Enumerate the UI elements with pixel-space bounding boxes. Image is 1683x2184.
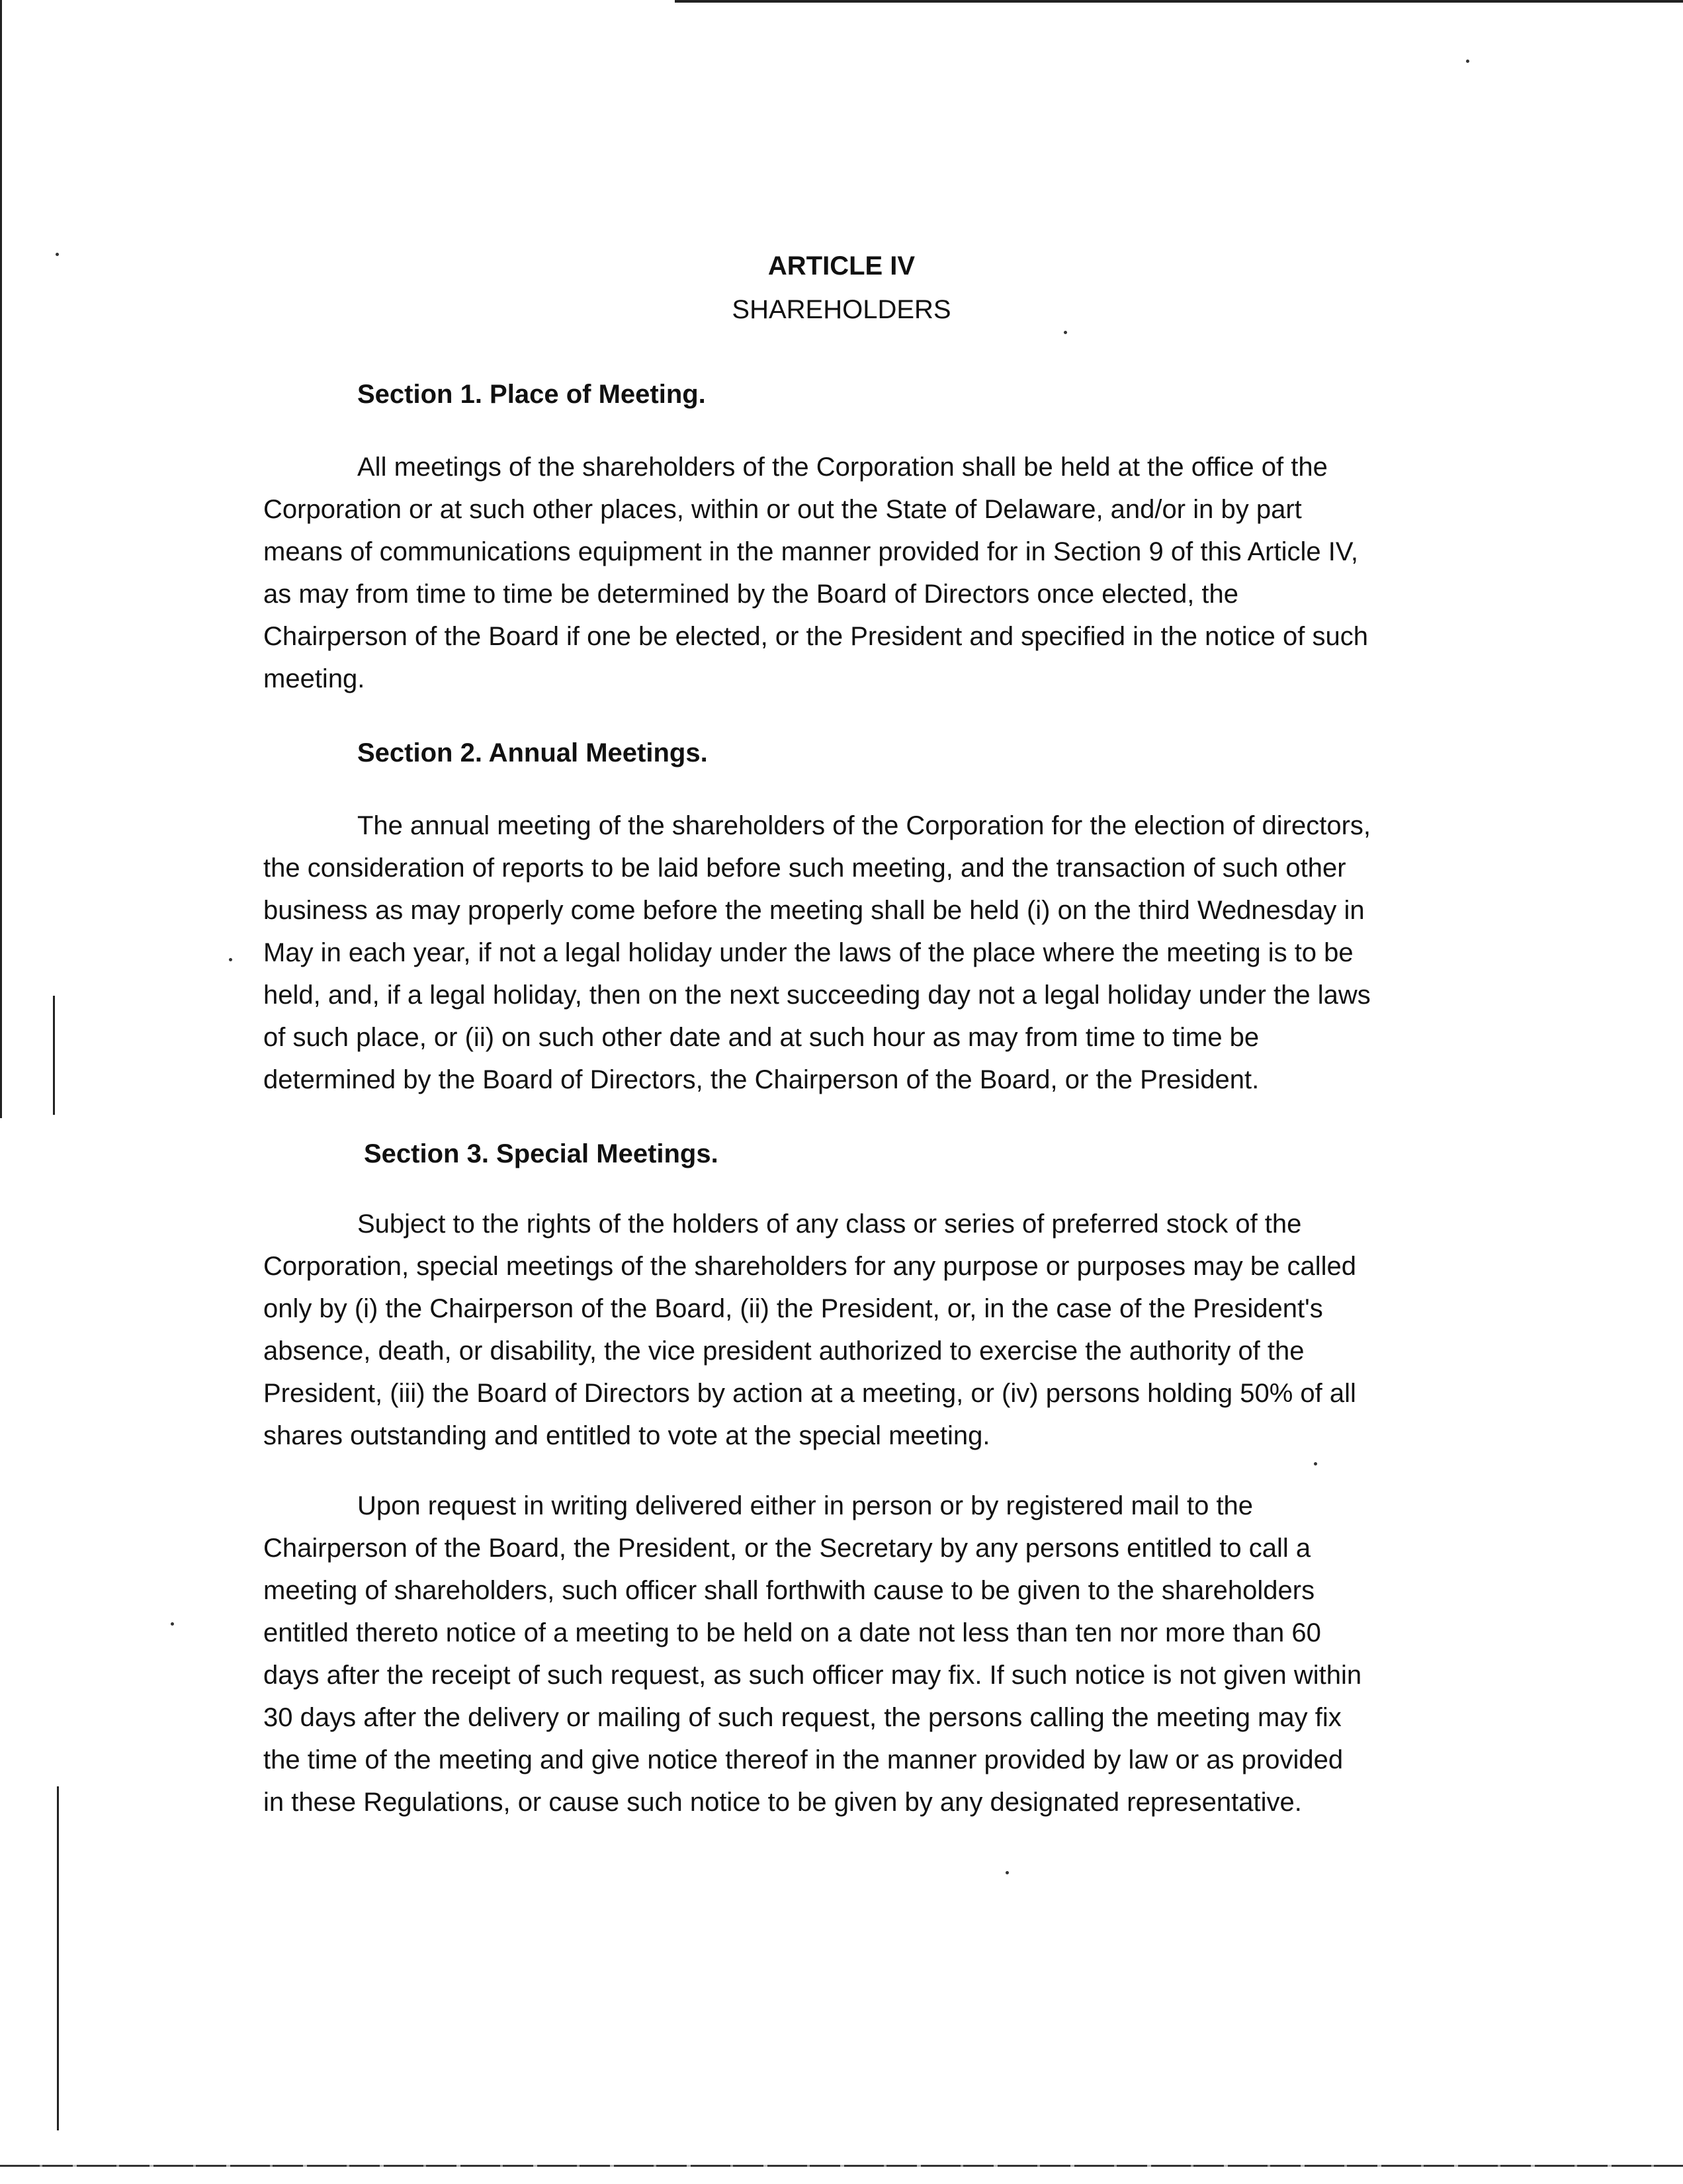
scan-mark-left-bottom	[57, 1786, 59, 2130]
section-1-paragraph	[263, 446, 1469, 700]
text-line: the time of the meeting and give notice thereof in the manner provided by law or as provided	[263, 1745, 1344, 1774]
text-line: shares outstanding and entitled to vote at the special meeting.	[263, 1421, 990, 1450]
text-line: Subject to the rights of the holders of any class or series of preferred stock of the	[357, 1209, 1302, 1239]
text-line: All meetings of the shareholders of the Corporation shall be held at the office of the	[357, 453, 1328, 482]
text-line: Corporation, special meetings of the shareholders for any purpose or purposes may be called	[263, 1252, 1357, 1281]
scan-speck	[171, 1622, 174, 1626]
scan-mark-left-middle	[53, 996, 55, 1115]
text-line: in these Regulations, or cause such notice to be given by any designated representative.	[263, 1788, 1302, 1817]
section-3-paragraph-1	[263, 1203, 1469, 1457]
text-line: President, (iii) the Board of Directors by action at a meeting, or (iv) persons holding 50% of all	[263, 1379, 1356, 1408]
text-line: Chairperson of the Board, the President, or the Secretary by any persons entitled to call a	[263, 1534, 1311, 1563]
text-line: meeting of shareholders, such officer shall forthwith cause to be given to the shareholders	[263, 1576, 1315, 1605]
text-line: the consideration of reports to be laid before such meeting, and the transaction of such other	[263, 853, 1346, 883]
text-line: absence, death, or disability, the vice president authorized to exercise the authority of the	[263, 1336, 1305, 1366]
text-line: business as may properly come before the meeting shall be held (i) on the third Wednesday in	[263, 896, 1365, 925]
scan-speck	[229, 958, 232, 961]
section-3-paragraph-2	[263, 1485, 1469, 1823]
text-line: Corporation or at such other places, within or out the State of Delaware, and/or in by part	[263, 495, 1302, 524]
text-line: days after the receipt of such request, as such officer may fix. If such notice is not given within	[263, 1661, 1362, 1690]
text-line: entitled thereto notice of a meeting to be held on a date not less than ten nor more than 60	[263, 1618, 1321, 1647]
scan-speck	[1314, 1462, 1317, 1465]
text-line: determined by the Board of Directors, the Chairperson of the Board, or the President.	[263, 1065, 1260, 1094]
text-line: held, and, if a legal holiday, then on the next succeeding day not a legal holiday under the laws	[263, 981, 1371, 1010]
article-title: SHAREHOLDERS	[732, 295, 951, 324]
section-2-heading: Section 2. Annual Meetings.	[357, 738, 708, 767]
text-line: means of communications equipment in the manner provided for in Section 9 of this Article IV,	[263, 537, 1358, 566]
text-line: The annual meeting of the shareholders of the Corporation for the election of directors,	[357, 811, 1371, 840]
text-line: Upon request in writing delivered either in person or by registered mail to the	[357, 1491, 1254, 1520]
article-number: ARTICLE IV	[767, 251, 916, 281]
scan-speck	[1466, 60, 1469, 63]
section-2-paragraph	[263, 805, 1469, 1101]
text-line: Chairperson of the Board if one be elected, or the President and specified in the notice of such	[263, 622, 1368, 651]
text-line: 30 days after the delivery or mailing of such request, the persons calling the meeting may fix	[263, 1703, 1342, 1732]
scan-edge-bottom	[0, 2165, 1683, 2167]
section-1-heading: Section 1. Place of Meeting.	[357, 380, 706, 409]
text-line: of such place, or (ii) on such other date and at such hour as may from time to time be	[263, 1023, 1260, 1052]
text-line: only by (i) the Chairperson of the Board, (ii) the President, or, in the case of the President's	[263, 1294, 1323, 1323]
text-line: meeting.	[263, 664, 365, 693]
scan-edge-left	[0, 0, 2, 1118]
scan-speck	[1006, 1871, 1009, 1874]
scan-speck	[1064, 331, 1067, 334]
scan-edge-top	[675, 0, 1683, 3]
section-3-heading: Section 3. Special Meetings.	[364, 1139, 718, 1168]
text-line: May in each year, if not a legal holiday under the laws of the place where the meeting is to be	[263, 938, 1354, 967]
text-line: as may from time to time be determined by the Board of Directors once elected, the	[263, 580, 1239, 609]
